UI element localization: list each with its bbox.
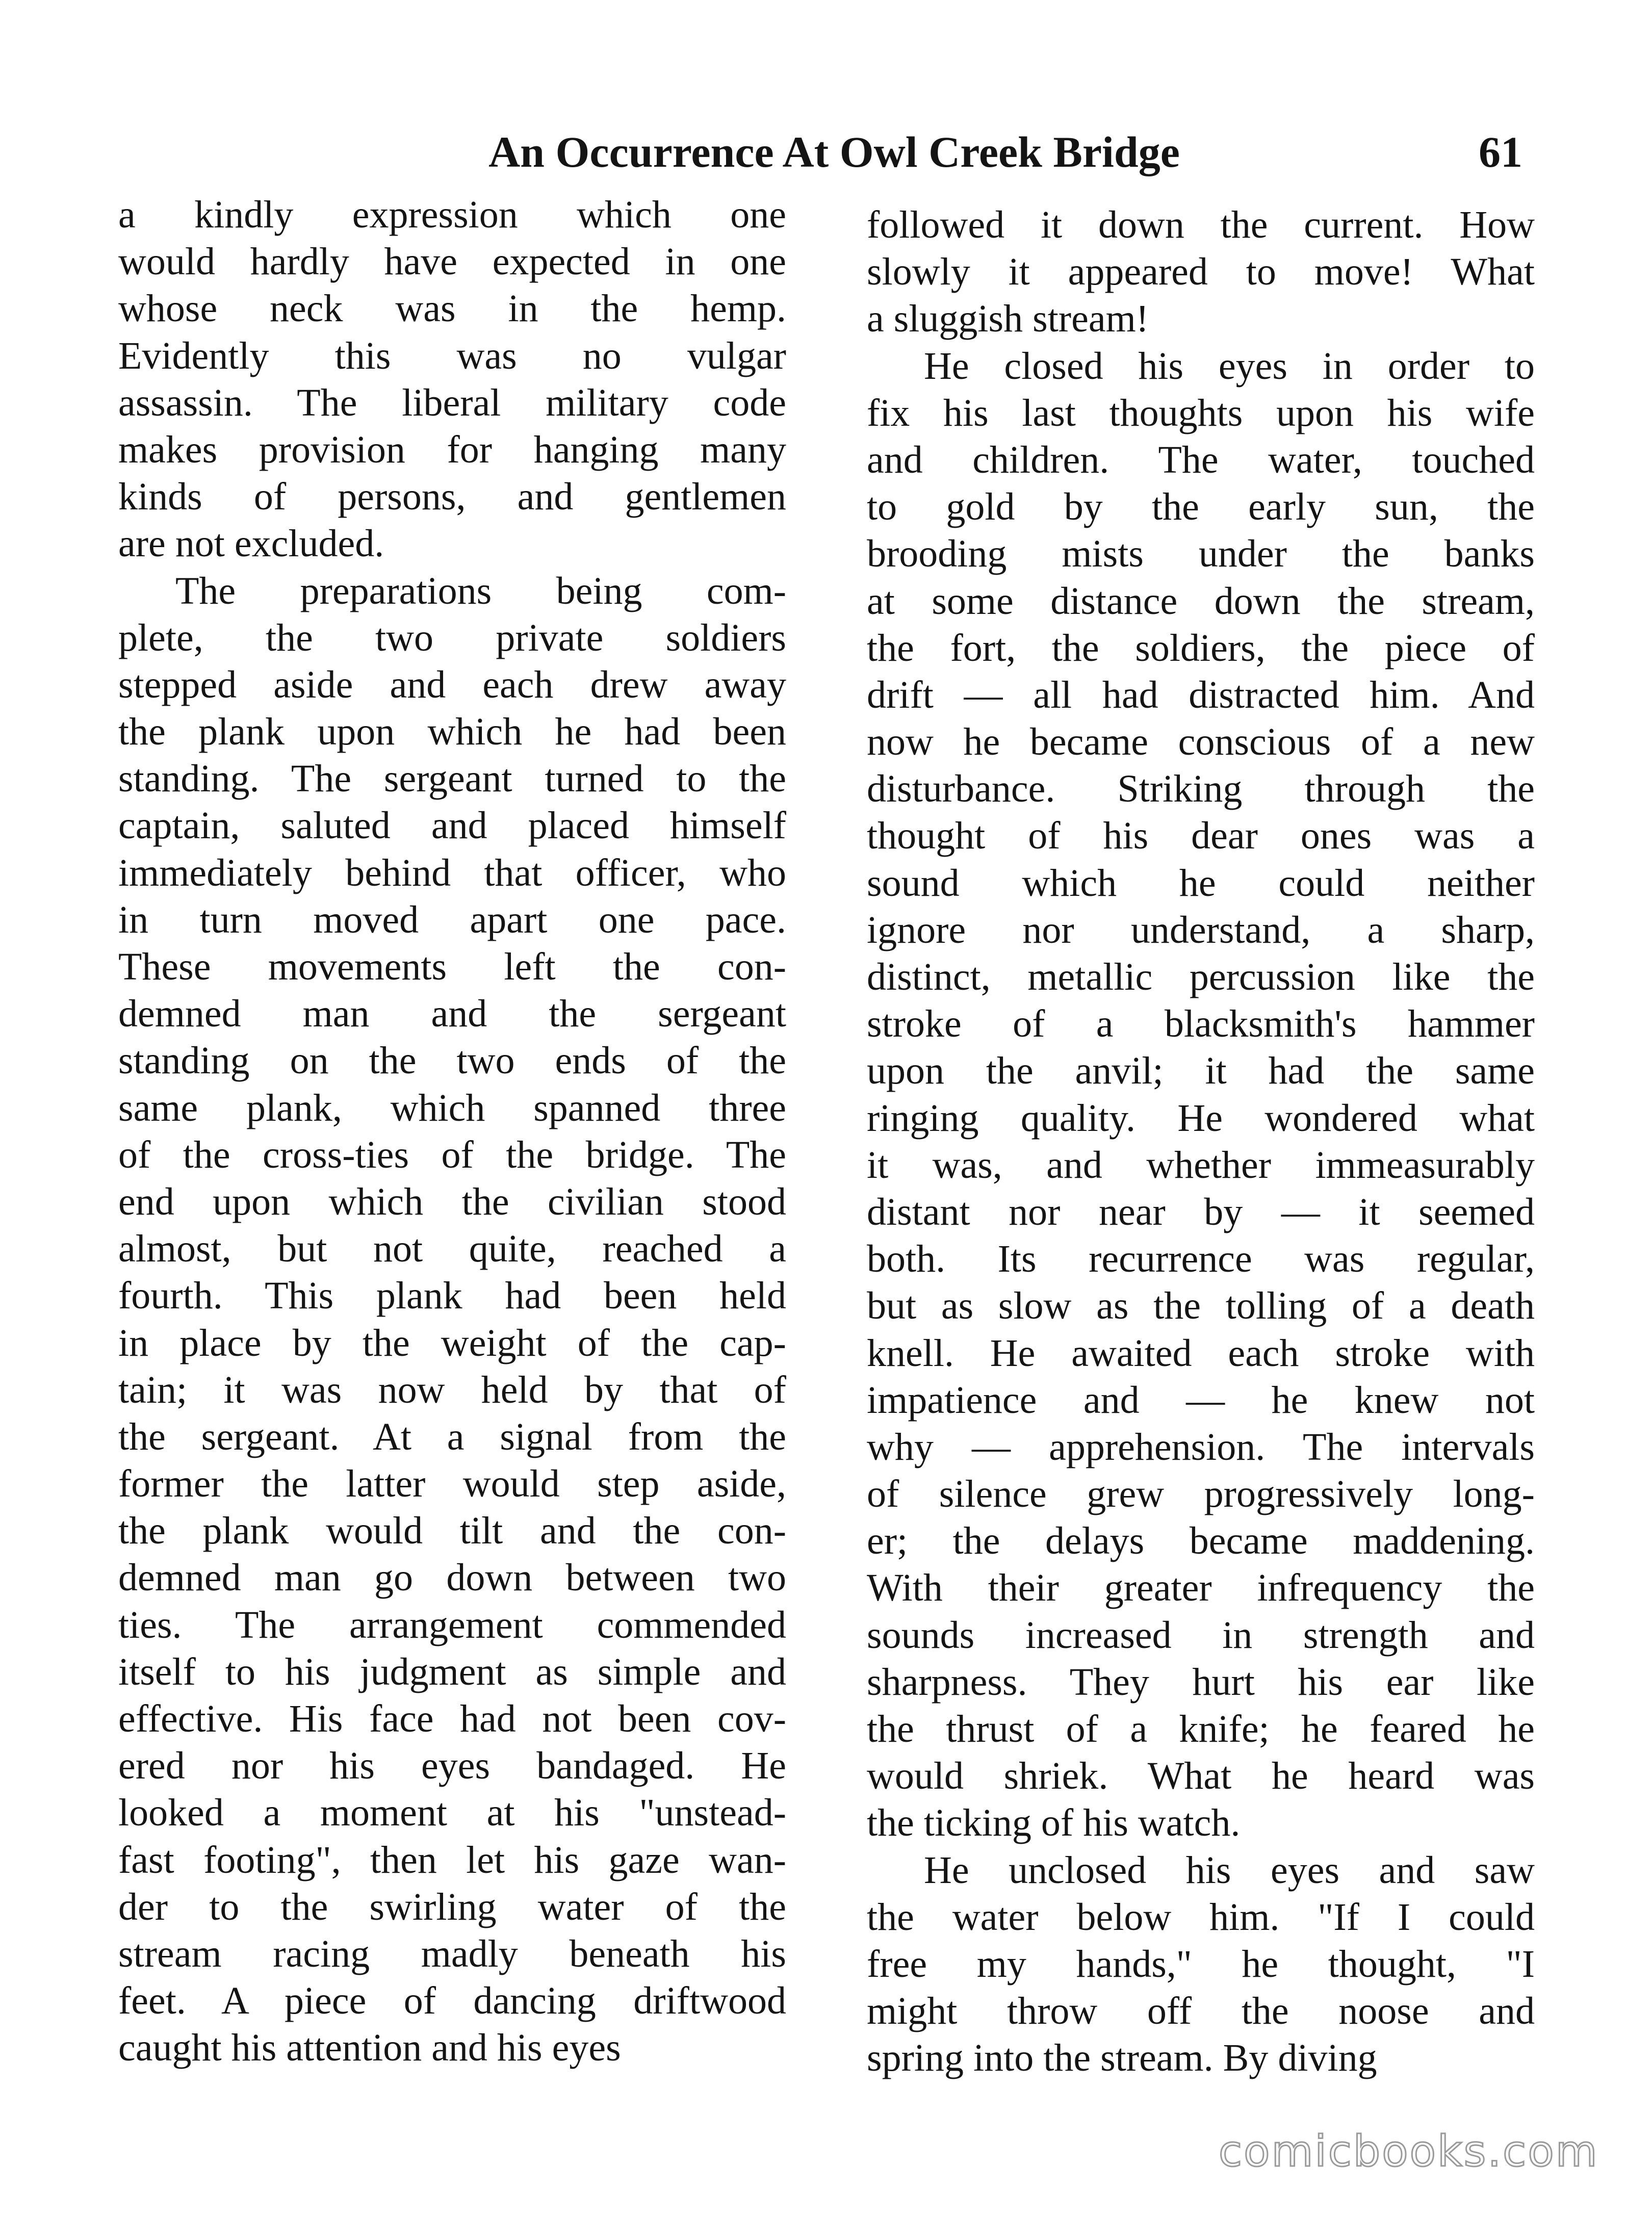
text-line: the plank upon which he had been — [118, 710, 786, 754]
text-line: He unclosed his eyes and saw — [924, 1848, 1535, 1892]
text-line: immediately behind that officer, who — [118, 851, 786, 894]
text-line: a kindly expression which one — [118, 193, 786, 236]
text-line: assassin. The liberal military code — [118, 381, 786, 424]
text-line: would shriek. What he heard was — [867, 1755, 1535, 1798]
right-text-column — [867, 201, 1535, 2082]
text-line: itself to his judgment as simple and — [118, 1650, 786, 1693]
running-header — [0, 116, 1652, 188]
text-line: in place by the weight of the cap- — [118, 1321, 786, 1364]
text-line: disturbance. Striking through the — [867, 767, 1535, 811]
text-line: free my hands," he thought, "I — [867, 1942, 1535, 1985]
text-line: the water below him. "If I could — [867, 1895, 1535, 1939]
text-line: sharpness. They hurt his ear like — [867, 1660, 1535, 1704]
text-line: makes provision for hanging many — [118, 428, 786, 471]
text-line: der to the swirling water of the — [118, 1885, 786, 1928]
text-line: upon the anvil; it had the same — [867, 1049, 1535, 1093]
text-line: captain, saluted and placed himself — [118, 804, 786, 847]
text-line: whose neck was in the hemp. — [118, 287, 786, 330]
text-line: and children. The water, touched — [867, 438, 1535, 481]
text-line: er; the delays became maddening. — [867, 1519, 1535, 1563]
text-line: With their greater infrequency the — [867, 1566, 1535, 1610]
left-text-column — [118, 191, 786, 2072]
text-line: to gold by the early sun, the — [867, 485, 1535, 529]
text-line: might throw off the noose and — [867, 1990, 1535, 2033]
text-line: now he became conscious of a new — [867, 720, 1535, 764]
text-line: of silence grew progressively long- — [867, 1473, 1535, 1516]
text-line: stroke of a blacksmith's hammer — [867, 1002, 1535, 1046]
text-line: effective. His face had not been cov- — [118, 1697, 786, 1740]
text-line: feet. A piece of dancing driftwood — [118, 1979, 786, 2023]
text-line: thought of his dear ones was a — [867, 814, 1535, 858]
text-line: in turn moved apart one pace. — [118, 898, 786, 941]
text-line: brooding mists under the banks — [867, 532, 1535, 576]
text-line: the sergeant. At a signal from the — [118, 1415, 786, 1458]
text-line: ties. The arrangement commended — [118, 1603, 786, 1646]
text-line: distinct, metallic percussion like the — [867, 956, 1535, 998]
text-line: spring into the stream. By diving — [867, 2036, 1377, 2080]
text-line: both. Its recurrence was regular, — [867, 1237, 1535, 1281]
text-line: The preparations being com- — [175, 569, 786, 612]
text-line: sounds increased in strength and — [867, 1613, 1535, 1657]
text-line: looked a moment at his "unstead- — [118, 1791, 786, 1835]
text-line: the ticking of his watch. — [867, 1801, 1241, 1845]
text-line: ered nor his eyes bandaged. He — [118, 1744, 786, 1788]
text-line: the plank would tilt and the con- — [118, 1509, 786, 1553]
text-line: demned man and the sergeant — [118, 992, 786, 1036]
text-line: caught his attention and his eyes — [118, 2026, 621, 2070]
text-line: why — apprehension. The intervals — [867, 1425, 1535, 1468]
text-line: He closed his eyes in order to — [924, 344, 1535, 388]
text-line: would hardly have expected in one — [118, 240, 786, 283]
text-line: of the cross-ties of the bridge. The — [118, 1133, 786, 1176]
text-line: demned man go down between two — [118, 1556, 786, 1600]
text-line: ignore nor understand, a sharp, — [867, 908, 1535, 951]
text-line: distant nor near by — it seemed — [867, 1190, 1535, 1233]
text-line: fast footing", then let his gaze wan- — [118, 1838, 786, 1881]
text-line: the thrust of a knife; he feared he — [867, 1708, 1535, 1750]
text-line: fourth. This plank had been held — [118, 1274, 786, 1318]
text-line: almost, but not quite, reached a — [118, 1227, 786, 1271]
text-line: Evidently this was no vulgar — [118, 334, 786, 377]
text-line: the fort, the soldiers, the piece of — [867, 626, 1535, 669]
text-line: same plank, which spanned three — [118, 1086, 786, 1129]
text-line: a sluggish stream! — [867, 297, 1149, 341]
text-line: former the latter would step aside, — [118, 1462, 786, 1506]
text-line: slowly it appeared to move! What — [867, 250, 1535, 294]
text-line: knell. He awaited each stroke with — [867, 1331, 1535, 1375]
running-title: An Occurrence At Owl Creek Bridge — [488, 127, 1180, 176]
text-line: standing. The sergeant turned to the — [118, 757, 786, 801]
text-line: sound which he could neither — [867, 861, 1535, 905]
text-line: followed it down the current. How — [867, 203, 1535, 246]
text-line: standing on the two ends of the — [118, 1039, 786, 1082]
text-line: stream racing madly beneath his — [118, 1932, 786, 1975]
text-line: but as slow as the tolling of a death — [867, 1284, 1535, 1328]
text-line: fix his last thoughts upon his wife — [867, 391, 1535, 434]
text-line: end upon which the civilian stood — [118, 1180, 786, 1223]
page-number: 61 — [1479, 127, 1522, 176]
text-line: stepped aside and each drew away — [118, 663, 786, 706]
text-line: plete, the two private soldiers — [118, 616, 786, 659]
text-line: kinds of persons, and gentlemen — [118, 475, 786, 519]
text-line: impatience and — he knew not — [867, 1378, 1535, 1422]
watermark: comicbooks.com — [1219, 2126, 1599, 2176]
text-line: ringing quality. He wondered what — [867, 1096, 1535, 1140]
text-line: at some distance down the stream, — [867, 579, 1535, 623]
text-line: drift — all had distracted him. And — [867, 673, 1535, 716]
text-line: tain; it was now held by that of — [118, 1368, 786, 1411]
text-line: are not excluded. — [118, 522, 384, 565]
text-line: it was, and whether immeasurably — [867, 1143, 1535, 1187]
text-line: These movements left the con- — [118, 945, 786, 988]
